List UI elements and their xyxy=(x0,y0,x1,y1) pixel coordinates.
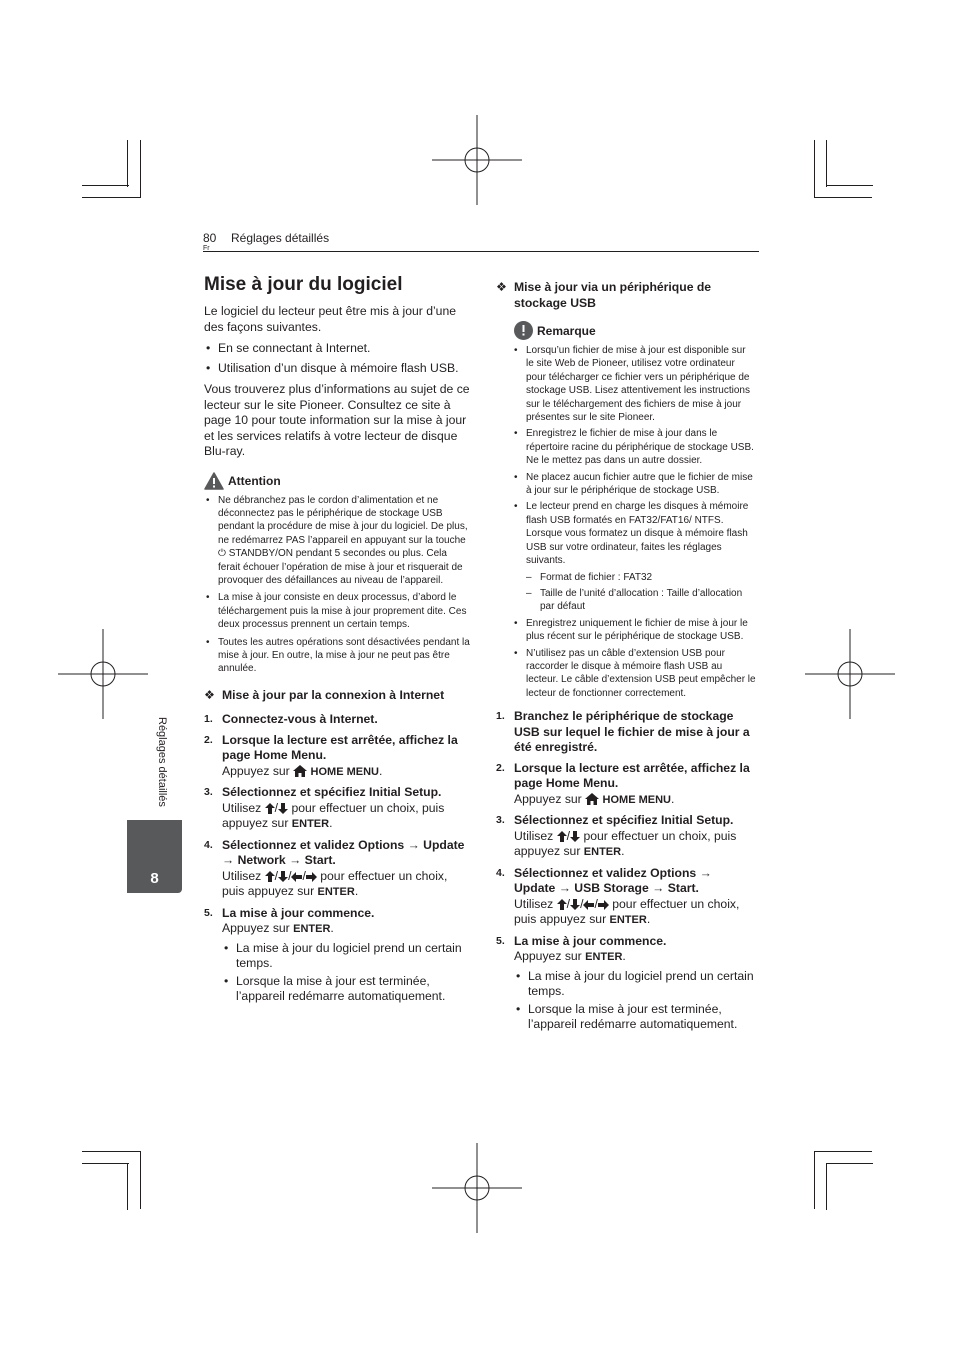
instruction-text: Appuyez sur xyxy=(514,949,582,964)
step-title: Sélectionnez et spécifiez Initial Setup. xyxy=(222,785,442,800)
instruction-text: pour effectuer un choix, puis appuyez sur xyxy=(514,896,740,927)
arrow-right-icon: → xyxy=(558,881,571,896)
step-item xyxy=(204,712,470,728)
page-number: 80 xyxy=(203,231,217,245)
key-separator: / xyxy=(594,896,598,911)
step-item xyxy=(496,813,756,861)
step-number: 4. xyxy=(496,866,505,879)
enter-key: ENTER xyxy=(293,923,331,936)
list-item: • La mise à jour du logiciel prend un certain temps. xyxy=(222,941,470,972)
more-info-text: Vous trouverez plus d’informations au sujet de ce lecteur sur le site Pioneer. Consultez ce site à page 10 pour toute information sur la mise à jour et les services relatifs à votre lecteur de disque Blu-ray. xyxy=(204,382,470,458)
warning-icon xyxy=(204,472,224,490)
chapter-tab xyxy=(127,820,182,893)
step-title xyxy=(514,866,756,897)
remark-label: Remarque xyxy=(537,323,596,338)
instruction-text: pour effectuer un choix, puis appuyez sur xyxy=(514,828,737,859)
menu-path-item: Start. xyxy=(667,881,699,896)
step-number: 2. xyxy=(204,733,213,746)
home-menu-key: HOME MENU xyxy=(310,765,379,778)
step-item xyxy=(496,709,756,756)
step-title: Sélectionnez et spécifiez Initial Setup. xyxy=(514,813,734,828)
arrow-up-icon xyxy=(265,803,275,814)
step-instruction: Utilisez / / / pour effectuer un choix, puis appuyez sur ENTER. xyxy=(514,896,740,927)
instruction-text: pour effectuer un choix, puis appuyez sur xyxy=(222,800,445,831)
list-item: • Lorsque la mise à jour est terminée, l’appareil redémarre automatiquement. xyxy=(514,1002,756,1033)
arrow-right-icon: → xyxy=(222,853,235,868)
list-item: • Lorsque la mise à jour est terminée, l’appareil redémarre automatiquement. xyxy=(222,974,470,1005)
page-language: Fr xyxy=(203,245,210,252)
side-tab-label: Réglages détaillés xyxy=(156,717,168,807)
diamond-bullet-icon: ❖ xyxy=(496,280,507,294)
step-title: La mise à jour commence. xyxy=(222,905,375,920)
arrow-right-icon: → xyxy=(289,853,302,868)
instruction-text: Utilisez xyxy=(514,828,554,843)
list-item: • En se connectant à Internet. xyxy=(204,341,470,357)
step-instruction: Appuyez sur HOME MENU. xyxy=(222,763,383,778)
step-item xyxy=(204,906,470,1005)
arrow-right-icon: → xyxy=(699,865,712,880)
step-title: La mise à jour commence. xyxy=(514,933,667,948)
key-separator: / xyxy=(566,828,571,843)
step-instruction: Appuyez sur ENTER. xyxy=(514,949,626,964)
list-item: – Format de fichier : FAT32 xyxy=(526,571,756,584)
step-notes xyxy=(222,941,470,1005)
attention-heading xyxy=(204,472,470,490)
usb-steps xyxy=(496,709,756,1033)
menu-path-item: USB Storage xyxy=(574,881,649,896)
step-number: 5. xyxy=(496,934,505,947)
step-instruction: Appuyez sur ENTER. xyxy=(222,921,334,936)
update-methods-list xyxy=(204,341,470,376)
arrow-down-icon xyxy=(570,831,580,842)
registration-mark-bottom xyxy=(432,1143,522,1233)
step-instruction: Utilisez / / / pour effectuer un choix, puis appuyez sur ENTER. xyxy=(222,868,448,899)
instruction-text: pour effectuer un choix, puis appuyez sur xyxy=(222,868,448,899)
registration-mark-top xyxy=(432,115,522,205)
internet-update-title: Mise à jour par la connexion à Internet xyxy=(222,687,445,702)
step-item xyxy=(204,785,470,833)
step-item xyxy=(496,934,756,1033)
step-number: 5. xyxy=(204,906,213,919)
step-item xyxy=(496,866,756,929)
step-title-text: Sélectionnez et validez Options xyxy=(222,837,405,852)
step-title: Connectez-vous à Internet. xyxy=(222,712,378,727)
step-number: 2. xyxy=(496,761,505,774)
list-item: • Ne placez aucun fichier autre que le fichier de mise à jour sur le périphérique de stockage USB. xyxy=(512,471,756,498)
step-item xyxy=(496,761,756,809)
usb-update-title: Mise à jour via un périphérique de stockage USB xyxy=(514,280,712,310)
step-title: Lorsque la lecture est arrêtée, affichez la page Home Menu. xyxy=(514,760,750,791)
menu-path-item: Update xyxy=(514,881,556,896)
remark-heading xyxy=(514,321,756,340)
instruction-text: Utilisez xyxy=(514,896,554,911)
list-item: • Enregistrez uniquement le fichier de mise à jour le plus récent sur le périphérique de stockage USB. xyxy=(512,617,756,644)
list-item: • La mise à jour du logiciel prend un certain temps. xyxy=(514,969,756,1000)
step-instruction: Appuyez sur HOME MENU. xyxy=(514,791,675,806)
instruction-text: Appuyez sur xyxy=(514,791,582,806)
arrow-up-icon xyxy=(557,899,567,910)
enter-key: ENTER xyxy=(585,951,623,964)
step-title: Branchez le périphérique de stockage USB sur lequel le fichier de mise à jour a été enregistré. xyxy=(514,709,750,755)
instruction-text: Appuyez sur xyxy=(222,763,290,778)
list-item: • La mise à jour consiste en deux processus, d’abord le téléchargement puis la mise à jour proprement dite. Ces deux processus prennent un certain temps. xyxy=(204,591,470,631)
arrow-down-icon xyxy=(278,871,288,882)
list-item: • Lorsqu’un fichier de mise à jour est disponible sur le site Web de Pioneer, utilisez votre ordinateur pour télécharger ce fichier vers un périphérique de stockage USB. Lisez attentivement les instructions sur le téléchargement des fichiers de mise à jour présentes sur le site Pioneer. xyxy=(512,344,756,424)
arrow-down-icon xyxy=(278,803,288,814)
exclamation-icon xyxy=(514,321,533,340)
format-settings-list xyxy=(526,571,756,614)
enter-key: ENTER xyxy=(291,818,330,831)
list-item: • Toutes les autres opérations sont désactivées pendant la mise à jour. En outre, la mise à jour ne peut pas être annulée. xyxy=(204,636,470,676)
enter-key: ENTER xyxy=(583,846,622,859)
menu-path-item: Network xyxy=(237,853,286,868)
enter-key: ENTER xyxy=(317,886,355,899)
list-item: • Ne débranchez pas le cordon d’alimentation et ne déconnectez pas le périphérique de stockage USB pendant la procédure de mise à jour du logiciel. De plus, ne redémarrez PAS l’appareil en appuyant sur la touche ⏻ STANDBY/ON pendant 5 secondes ou plus. Cela ferait échouer l’opération de mise à jour et risquerait de provoquer des défaillances au niveau de l’appareil. xyxy=(204,494,470,588)
diamond-bullet-icon: ❖ xyxy=(204,687,215,702)
step-title-text: Sélectionnez et validez Options xyxy=(514,865,697,880)
arrow-right-icon: → xyxy=(652,881,665,896)
key-separator: / xyxy=(274,800,279,815)
step-number: 1. xyxy=(204,713,213,726)
list-item: • Utilisation d’un disque à mémoire flash USB. xyxy=(204,361,470,377)
intro-text: Le logiciel du lecteur peut être mis à jour d’une des façons suivantes. xyxy=(204,304,457,334)
arrow-up-icon xyxy=(265,871,275,882)
step-number: 3. xyxy=(496,814,505,827)
right-column xyxy=(496,280,756,1033)
home-icon xyxy=(585,793,599,805)
attention-label: Attention xyxy=(228,473,281,488)
key-separator: / xyxy=(274,868,279,883)
page-header xyxy=(203,231,759,252)
home-icon xyxy=(293,765,307,777)
list-item-text: Le lecteur prend en charge les disques à mémoire flash USB formatés en FAT32/FAT16/ NTFS. Lorsque vous formatez un disque à mémoire flash USB sur votre ordinateur, faites les réglages suivants. xyxy=(526,501,749,567)
step-title xyxy=(222,838,470,869)
usb-update-heading xyxy=(496,280,756,311)
list-item xyxy=(512,500,756,613)
internet-steps xyxy=(204,712,470,1005)
key-separator: / xyxy=(302,868,306,883)
step-item xyxy=(204,733,470,781)
attention-list xyxy=(204,494,470,676)
list-item: • Enregistrez le fichier de mise à jour dans le répertoire racine du périphérique de stockage USB. Ne le mettez pas dans un autre dossier. xyxy=(512,427,756,467)
remark-list xyxy=(512,344,756,700)
arrow-left-icon xyxy=(583,900,594,910)
step-number: 1. xyxy=(496,710,505,723)
section-title: Mise à jour du logiciel xyxy=(204,274,403,295)
list-item: – Taille de l’unité d’allocation : Taille d’allocation par défaut xyxy=(526,587,756,614)
step-instruction: Utilisez / pour effectuer un choix, puis appuyez sur ENTER. xyxy=(222,800,445,831)
instruction-text: Utilisez xyxy=(222,868,262,883)
arrow-right-key-icon xyxy=(598,900,609,910)
enter-key: ENTER xyxy=(609,914,647,927)
header-title: Réglages détaillés xyxy=(231,231,330,245)
menu-path-item: Update xyxy=(423,837,465,852)
instruction-text: Utilisez xyxy=(222,800,262,815)
arrow-right-icon: → xyxy=(407,837,420,852)
left-column xyxy=(204,274,470,1005)
home-menu-key: HOME MENU xyxy=(602,793,671,806)
step-instruction: Utilisez / pour effectuer un choix, puis appuyez sur ENTER. xyxy=(514,828,737,859)
step-notes xyxy=(514,969,756,1033)
arrow-down-icon xyxy=(570,899,580,910)
step-number: 4. xyxy=(204,838,213,851)
step-title: Lorsque la lecture est arrêtée, affichez la page Home Menu. xyxy=(222,732,458,763)
instruction-text: Appuyez sur xyxy=(222,921,290,936)
step-item xyxy=(204,838,470,901)
menu-path-item: Start. xyxy=(304,853,336,868)
internet-update-heading xyxy=(204,688,470,704)
step-number: 3. xyxy=(204,786,213,799)
arrow-left-icon xyxy=(291,872,302,882)
key-separator: / xyxy=(566,896,571,911)
list-item: • N’utilisez pas un câble d’extension USB pour raccorder le disque à mémoire flash USB au lecteur. Le câble d’extension USB peut empêcher le lecteur de fonctionner correctement. xyxy=(512,647,756,701)
registration-mark-right xyxy=(805,629,895,719)
registration-mark-left xyxy=(58,629,148,719)
key-separator: / xyxy=(288,868,292,883)
key-separator: / xyxy=(580,896,584,911)
arrow-up-icon xyxy=(557,831,567,842)
chapter-number: 8 xyxy=(150,870,159,887)
arrow-right-key-icon xyxy=(306,872,317,882)
